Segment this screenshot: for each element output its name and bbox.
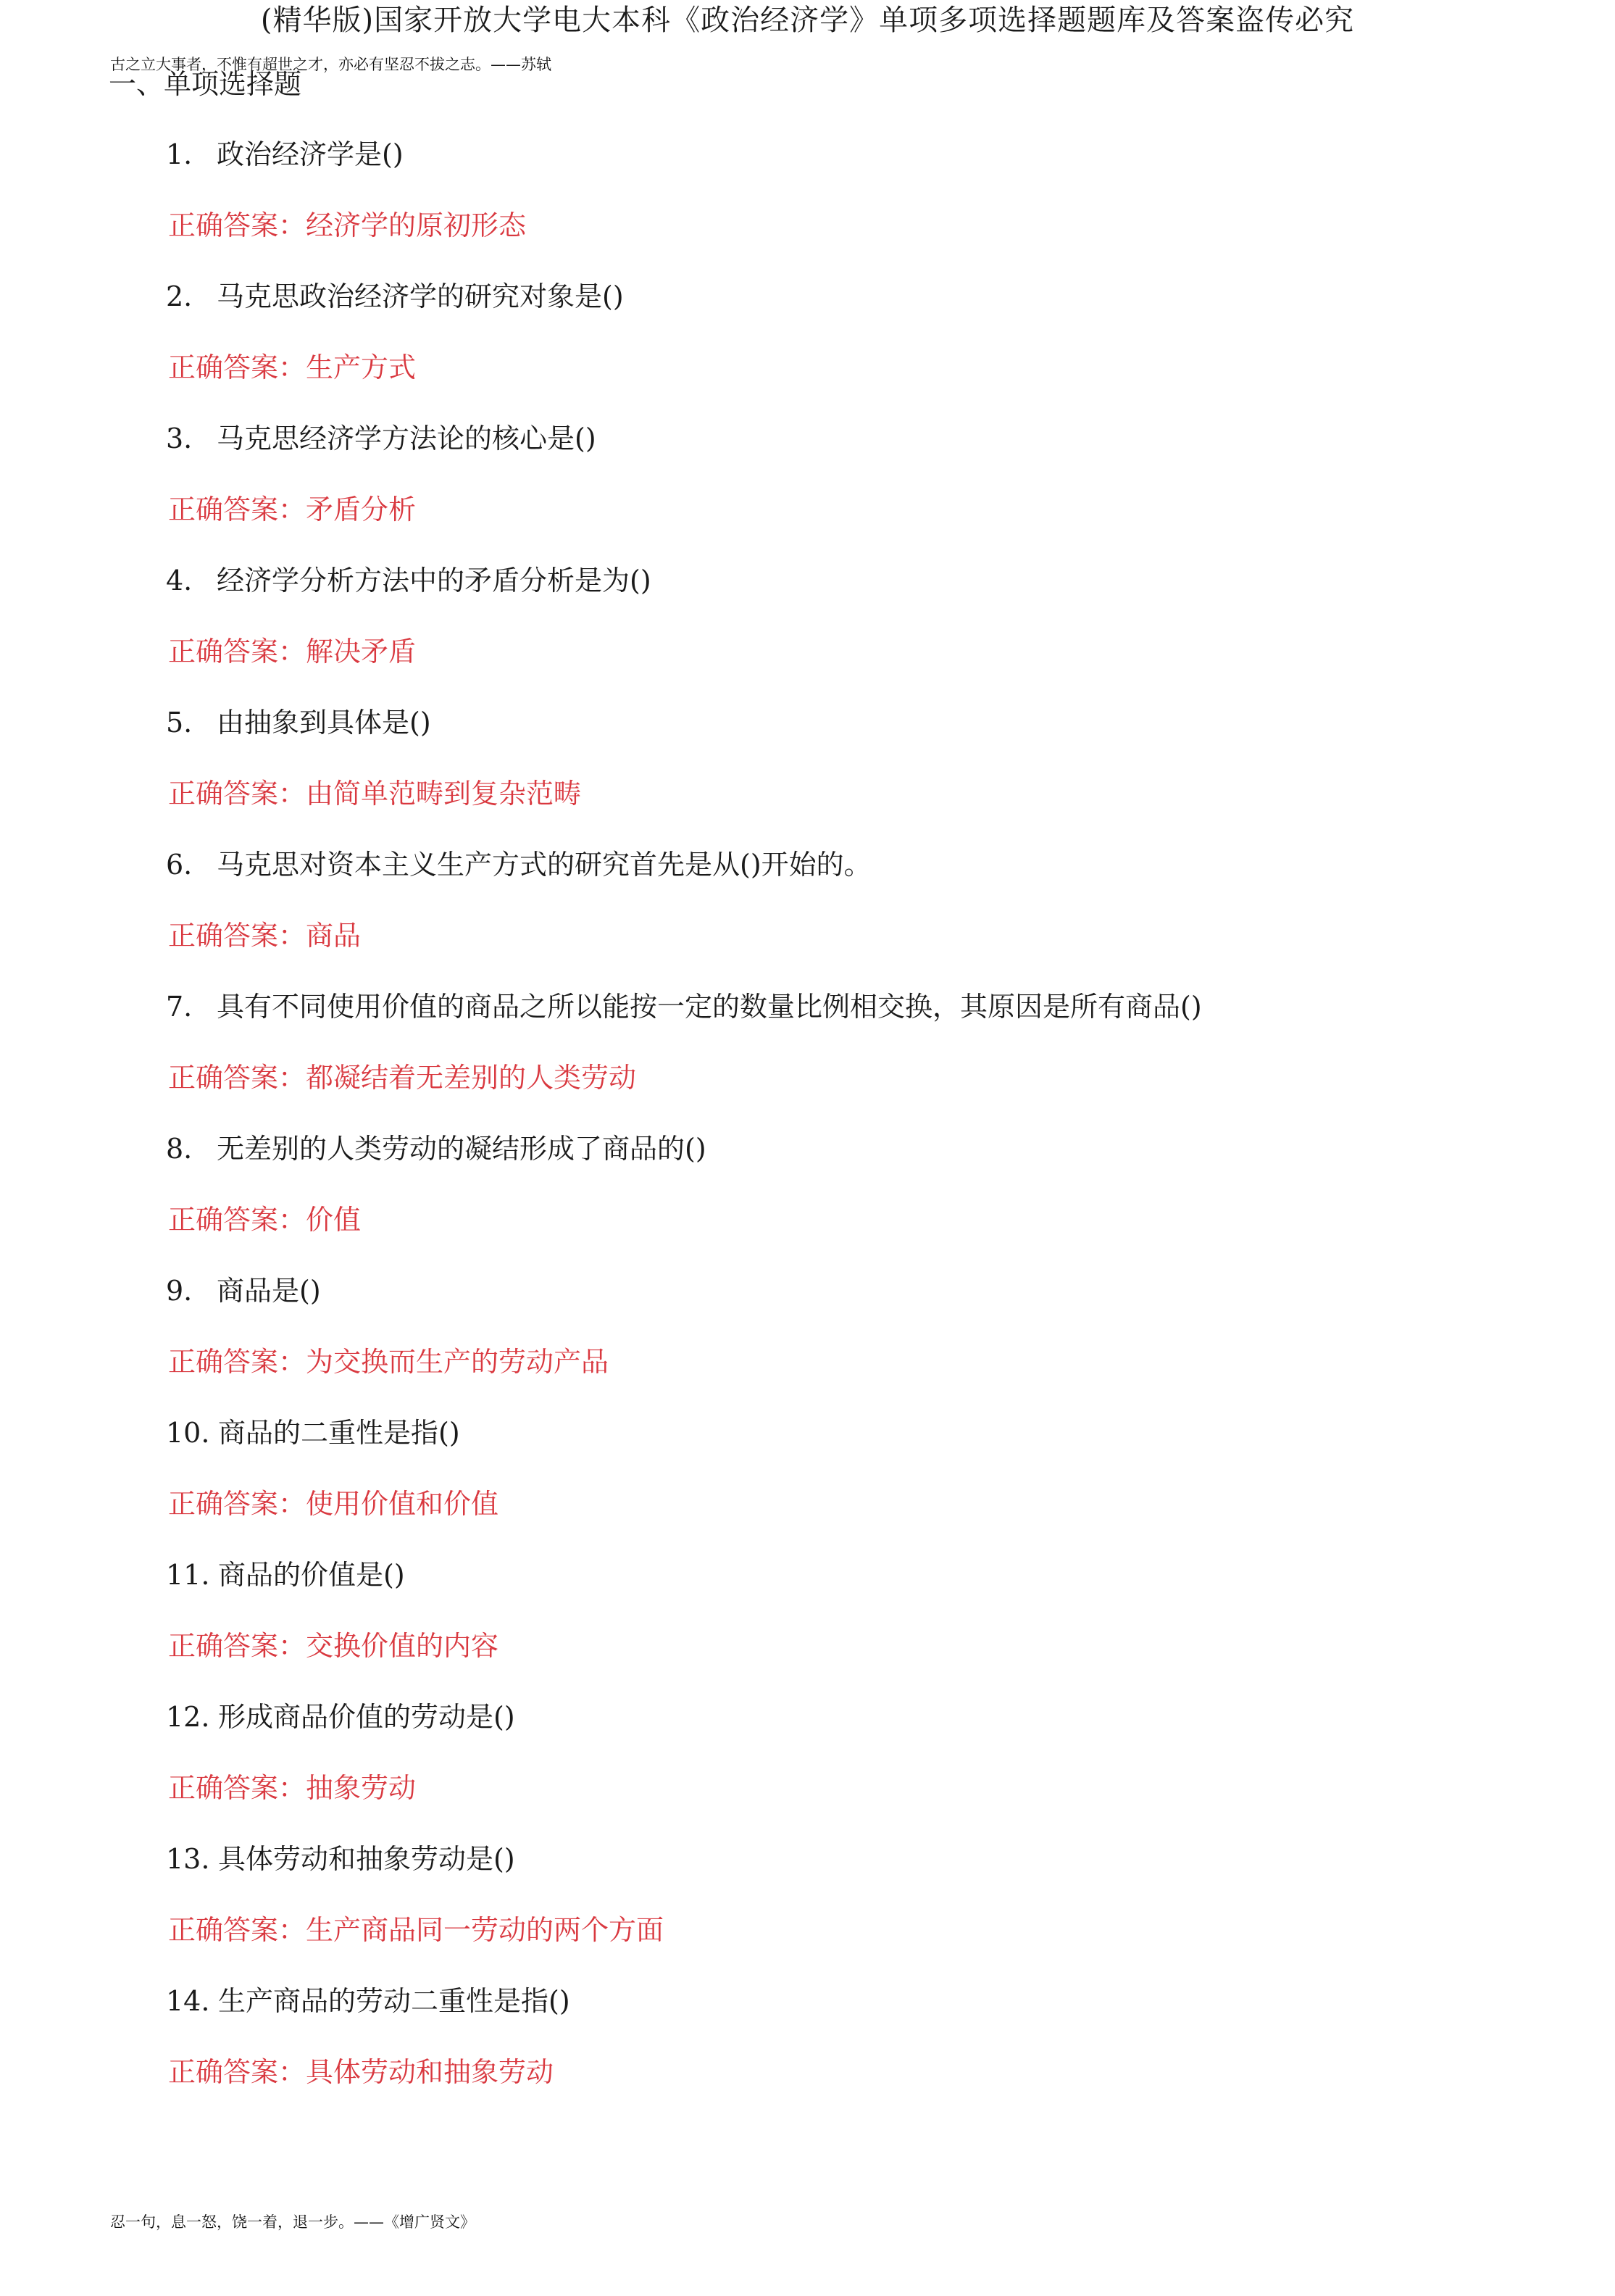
answer-text: 正确答案：为交换而生产的劳动产品 [168, 1346, 609, 1378]
answer-text: 正确答案：使用价值和价值 [168, 1488, 499, 1520]
answer-text: 正确答案：生产方式 [168, 352, 417, 383]
answer-text: 正确答案：商品 [168, 920, 362, 952]
answer-text: 正确答案：价值 [168, 1204, 362, 1236]
question-number: 12. [166, 1701, 210, 1733]
question-number: 1. [166, 138, 193, 170]
question-number: 13. [166, 1843, 210, 1875]
question-list [0, 137, 1615, 2126]
question-text: 经济学分析方法中的矛盾分析是为() [217, 565, 651, 596]
question-number: 2. [166, 280, 193, 312]
question-number: 10. [166, 1417, 210, 1449]
answer-text: 正确答案：交换价值的内容 [168, 1630, 499, 1662]
question-number: 6. [166, 849, 193, 881]
question-text: 无差别的人类劳动的凝结形成了商品的() [217, 1133, 706, 1165]
question-text: 马克思对资本主义生产方式的研究首先是从()开始的。 [217, 849, 872, 881]
question-number: 3. [166, 423, 193, 454]
list-item [0, 1415, 1615, 1557]
section-heading: 一、单项选择题 [109, 68, 302, 100]
question-text: 具体劳动和抽象劳动是() [218, 1843, 515, 1875]
question-row [0, 1415, 1615, 1486]
question-text: 具有不同使用价值的商品之所以能按一定的数量比例相交换，其原因是所有商品() [217, 991, 1202, 1023]
question-text: 商品的二重性是指() [218, 1417, 460, 1449]
question-text: 由抽象到具体是() [217, 707, 431, 739]
document-title: (精华版)国家开放大学电大本科《政治经济学》单项多项选择题题库及答案盗传必究 [260, 4, 1355, 37]
question-row [0, 1131, 1615, 1202]
header-quote: 古之立大事者，不惟有超世之才，亦必有坚忍不拔之志。——苏轼 [110, 56, 551, 73]
list-item [0, 1273, 1615, 1415]
question-number: 4. [166, 565, 193, 596]
question-row [0, 421, 1615, 492]
list-item [0, 1557, 1615, 1700]
question-number: 9. [166, 1275, 193, 1307]
question-row [0, 1984, 1615, 2055]
answer-text: 正确答案：生产商品同一劳动的两个方面 [168, 1914, 664, 1946]
question-text: 政治经济学是() [217, 138, 404, 170]
question-row [0, 137, 1615, 208]
answer-text: 正确答案：经济学的原初形态 [168, 209, 527, 241]
list-item [0, 847, 1615, 989]
question-number: 5. [166, 707, 193, 739]
question-row [0, 1842, 1615, 1913]
list-item [0, 1984, 1615, 2126]
question-row [0, 989, 1615, 1060]
question-number: 11. [166, 1559, 210, 1591]
answer-text: 正确答案：抽象劳动 [168, 1772, 417, 1804]
question-row [0, 563, 1615, 634]
question-row [0, 279, 1615, 350]
list-item [0, 1700, 1615, 1842]
question-text: 商品是() [217, 1275, 321, 1307]
list-item [0, 279, 1615, 421]
question-text: 马克思政治经济学的研究对象是() [217, 280, 624, 312]
question-row [0, 705, 1615, 776]
question-row [0, 1700, 1615, 1771]
question-text: 商品的价值是() [218, 1559, 405, 1591]
answer-text: 正确答案：由简单范畴到复杂范畴 [168, 778, 582, 810]
answer-text: 正确答案：解决矛盾 [168, 636, 417, 667]
list-item [0, 705, 1615, 847]
question-number: 14. [166, 1985, 210, 2017]
footer-quote: 忍一句，息一怒，饶一着，退一步。——《增广贤文》 [110, 2213, 475, 2231]
list-item [0, 989, 1615, 1131]
answer-text: 正确答案：具体劳动和抽象劳动 [168, 2056, 554, 2088]
question-row [0, 1273, 1615, 1344]
list-item [0, 137, 1615, 279]
question-text: 马克思经济学方法论的核心是() [217, 423, 596, 454]
answer-text: 正确答案：矛盾分析 [168, 494, 417, 525]
question-text: 生产商品的劳动二重性是指() [218, 1985, 570, 2017]
question-row [0, 1557, 1615, 1629]
question-row [0, 847, 1615, 918]
list-item [0, 563, 1615, 705]
list-item [0, 421, 1615, 563]
question-text: 形成商品价值的劳动是() [218, 1701, 515, 1733]
answer-text: 正确答案：都凝结着无差别的人类劳动 [168, 1062, 637, 1094]
question-number: 7. [166, 991, 193, 1023]
question-number: 8. [166, 1133, 193, 1165]
list-item [0, 1131, 1615, 1273]
list-item [0, 1842, 1615, 1984]
